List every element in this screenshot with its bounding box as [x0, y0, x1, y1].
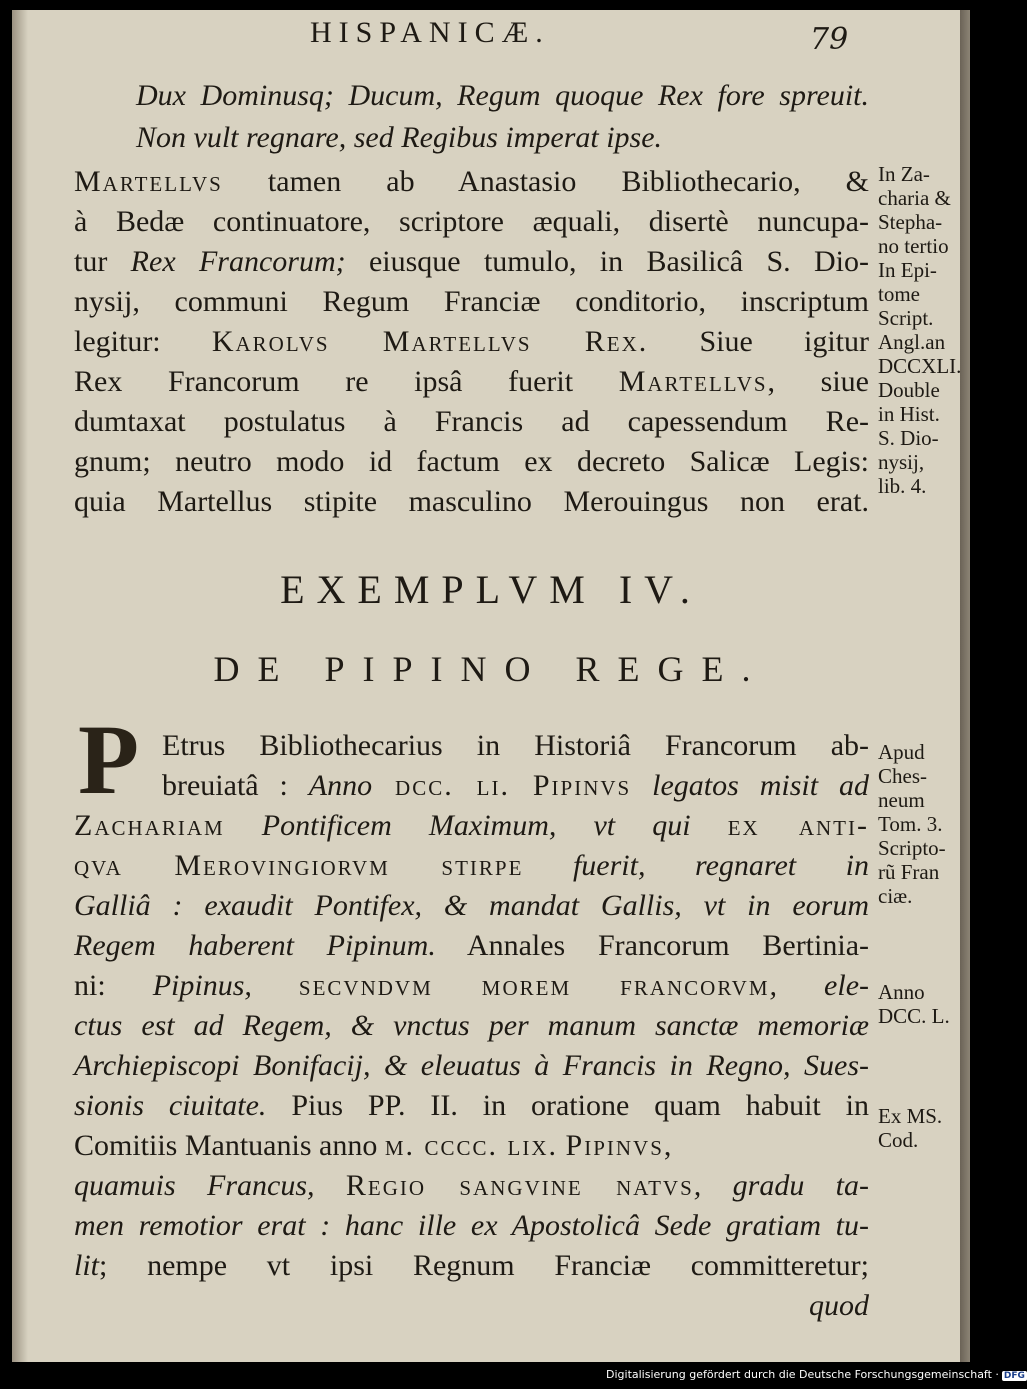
- text-line: legitur: Karolvs Martellvs Rex. Siue igitur: [74, 325, 869, 358]
- text-line: Comitiis Mantuanis anno m. cccc. lix. Pipinvs,: [74, 1129, 672, 1162]
- margin-note: In Za- charia & Stepha- no tertio In Epi- tome Script. Angl.an DCCXLI. Double in Hist. S. Dio- nysij, lib. 4.: [878, 162, 962, 498]
- text-line: nysij, communi Regum Franciæ conditorio, inscriptum: [74, 285, 869, 318]
- text-line: lit; nempe vt ipsi Regnum Franciæ committeretur;: [74, 1249, 869, 1282]
- dfg-logo-icon: DFG: [1003, 1371, 1025, 1381]
- catchword: quod: [809, 1289, 869, 1322]
- text-line: quamuis Francus, Regio sangvine natvs, gradu ta-: [74, 1169, 869, 1202]
- text-line: qva Merovingiorvm stirpe fuerit, regnaret in: [74, 849, 869, 882]
- margin-note: Anno DCC. L.: [878, 980, 950, 1028]
- footer-text: Digitalisierung gefördert durch die Deutsche Forschungsgemeinschaft ·: [606, 1368, 999, 1381]
- text-line: ctus est ad Regem, & vnctus per manum sanctæ memoriæ: [74, 1009, 869, 1042]
- section-title: EXEMPLVM IV.: [280, 567, 702, 612]
- text-line: sionis ciuitate. Pius PP. II. in oratione quam habuit in: [74, 1089, 869, 1122]
- text-line: gnum; neutro modo id factum ex decreto Salicæ Legis:: [74, 445, 869, 478]
- page-number: 79: [810, 22, 849, 57]
- text-line: dumtaxat postulatus à Francis ad capessendum Re-: [74, 405, 869, 438]
- text-line: ni: Pipinus, secvndvm morem francorvm, ele-: [74, 969, 869, 1002]
- text-line: breuiatâ : Anno dcc. li. Pipinvs legatos misit ad: [162, 769, 869, 802]
- margin-note: Apud Ches- neum Tom. 3. Scripto- rũ Fran ciæ.: [878, 740, 946, 908]
- section-subtitle: DE PIPINO REGE.: [213, 649, 769, 689]
- drop-cap-initial: P: [78, 704, 140, 815]
- margin-note: Ex MS. Cod.: [878, 1104, 943, 1152]
- text-line: Regem haberent Pipinum. Annales Francorum Bertinia-: [74, 929, 869, 962]
- text-line: à Bedæ continuatore, scriptore æquali, disertè nuncupa-: [74, 205, 869, 238]
- text-line: Galliâ : exaudit Pontifex, & mandat Gallis, vt in eorum: [74, 889, 869, 922]
- verse-line-1: Dux Dominusq; Ducum, Regum quoque Rex fore spreuit.: [136, 79, 869, 112]
- text-line: Archiepiscopi Bonifacij, & eleuatus à Francis in Regno, Sues-: [74, 1049, 869, 1082]
- text-line: Etrus Bibliothecarius in Historiâ Francorum ab-: [162, 729, 869, 762]
- text-line: tur Rex Francorum; eiusque tumulo, in Basilicâ S. Dio-: [74, 245, 869, 278]
- text-line: Zachariam Pontificem Maximum, vt qui ex anti-: [74, 809, 869, 842]
- text-line: Rex Francorum re ipsâ fuerit Martellvs, siue: [74, 365, 870, 398]
- text-line: quia Martellus stipite masculino Merouingus non erat.: [74, 485, 869, 518]
- text-line: Martellvs tamen ab Anastasio Bibliothecario, &: [74, 165, 869, 198]
- running-title: HISPANICÆ.: [310, 16, 550, 49]
- text-line: men remotior erat : hanc ille ex Apostolicâ Sede gratiam tu-: [74, 1209, 869, 1242]
- verse-line-2: Non vult regnare, sed Regibus imperat ipse.: [136, 121, 663, 154]
- book-page: [12, 10, 970, 1362]
- digitization-footer: [606, 1368, 1027, 1381]
